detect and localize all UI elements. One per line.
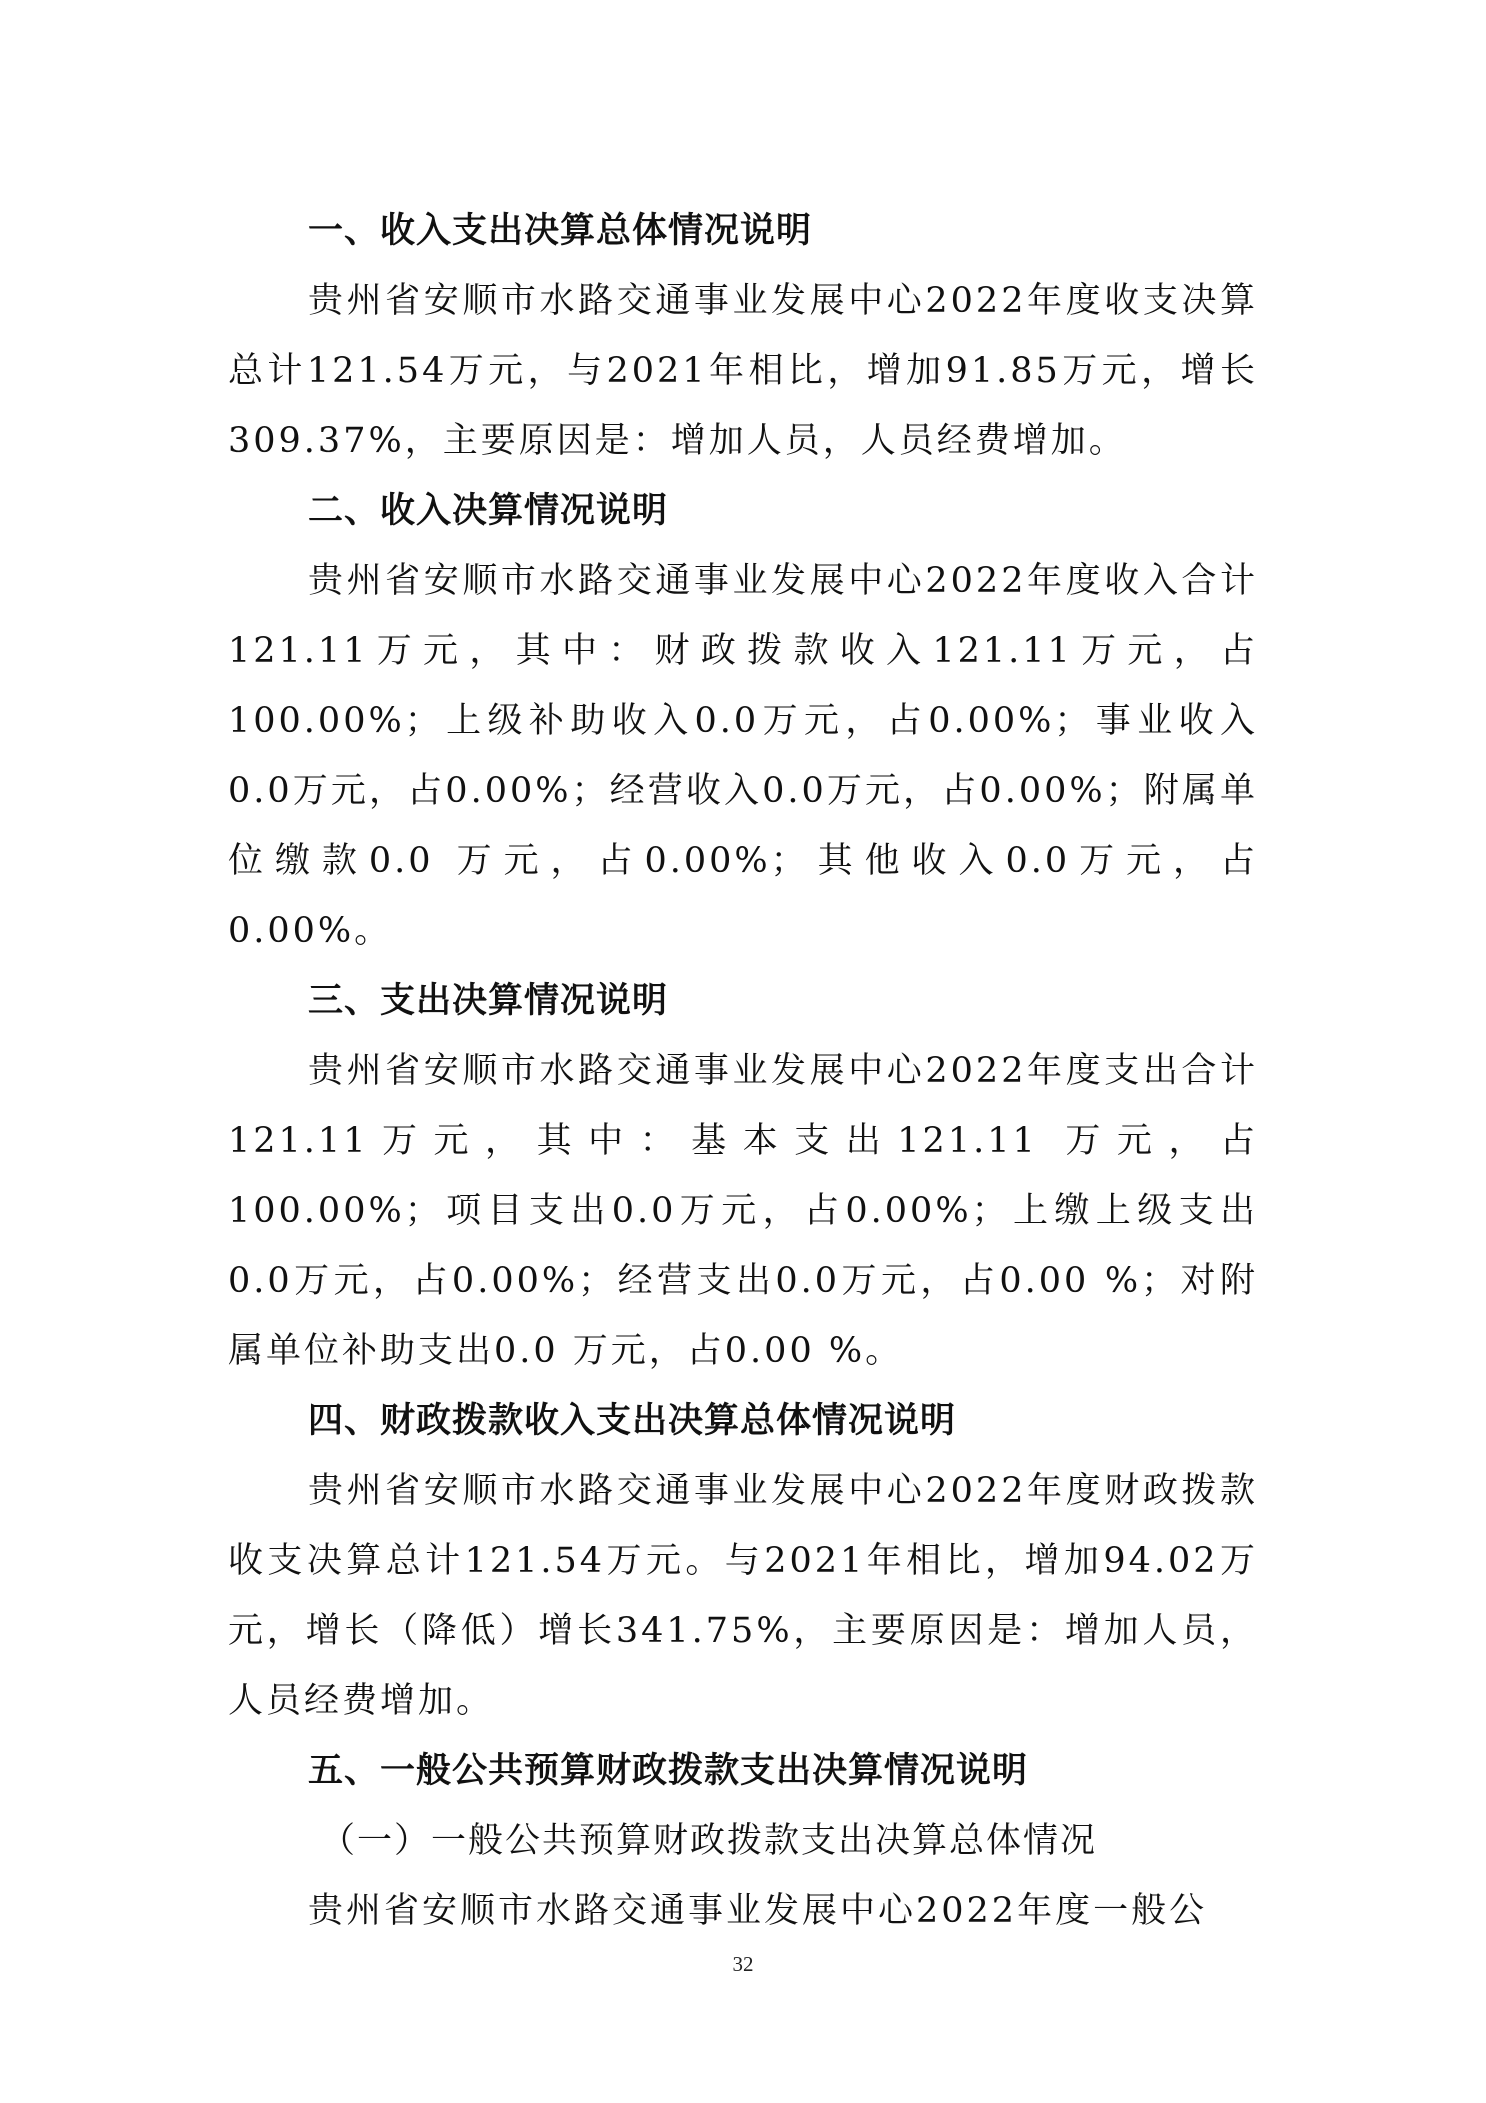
page-number: 32 [732, 1952, 754, 1976]
section-heading-3: 三、支出决算情况说明 [308, 981, 669, 1021]
section-paragraph-5: 贵州省安顺市水路交通事业发展中心2022年度一般公 [308, 1891, 1208, 1931]
section-heading-5: 五、一般公共预算财政拨款支出决算情况说明 [308, 1751, 1029, 1791]
section-paragraph-2: 贵州省安顺市水路交通事业发展中心2022年度收入合计121.11万元，其中：财政拨款收入121.11万元，占100.00%；上级补助收入0.0万元，占0.00%；事业收入0.0万元，占0.00%；经营收入0.0万元，占0.00%；附属单位缴款0.0 万元，占0.00%；其他收入0.0万元，占0.00%。 [228, 561, 1258, 951]
section-paragraph-3: 贵州省安顺市水路交通事业发展中心2022年度支出合计121.11万元，其中：基本支出121.11 万元，占100.00%；项目支出0.0万元，占0.00%；上缴上级支出0.0万元，占0.00%；经营支出0.0万元，占0.00 %；对附属单位补助支出0.0 万元，占0.00 %。 [228, 1051, 1258, 1371]
section-heading-1: 一、收入支出决算总体情况说明 [308, 211, 813, 251]
section-heading-4: 四、财政拨款收入支出决算总体情况说明 [308, 1401, 957, 1441]
page-content [228, 196, 1258, 1946]
section-paragraph-1: 贵州省安顺市水路交通事业发展中心2022年度收支决算总计121.54万元，与2021年相比，增加91.85万元，增长309.37%，主要原因是：增加人员，人员经费增加。 [228, 281, 1258, 461]
section-heading-2: 二、收入决算情况说明 [308, 491, 669, 531]
section-subheading-5-1: （一）一般公共预算财政拨款支出决算总体情况 [320, 1821, 1098, 1861]
section-paragraph-4: 贵州省安顺市水路交通事业发展中心2022年度财政拨款收支决算总计121.54万元。与2021年相比，增加94.02万元，增长（降低）增长341.75%，主要原因是：增加人员，人员经费增加。 [228, 1471, 1258, 1721]
